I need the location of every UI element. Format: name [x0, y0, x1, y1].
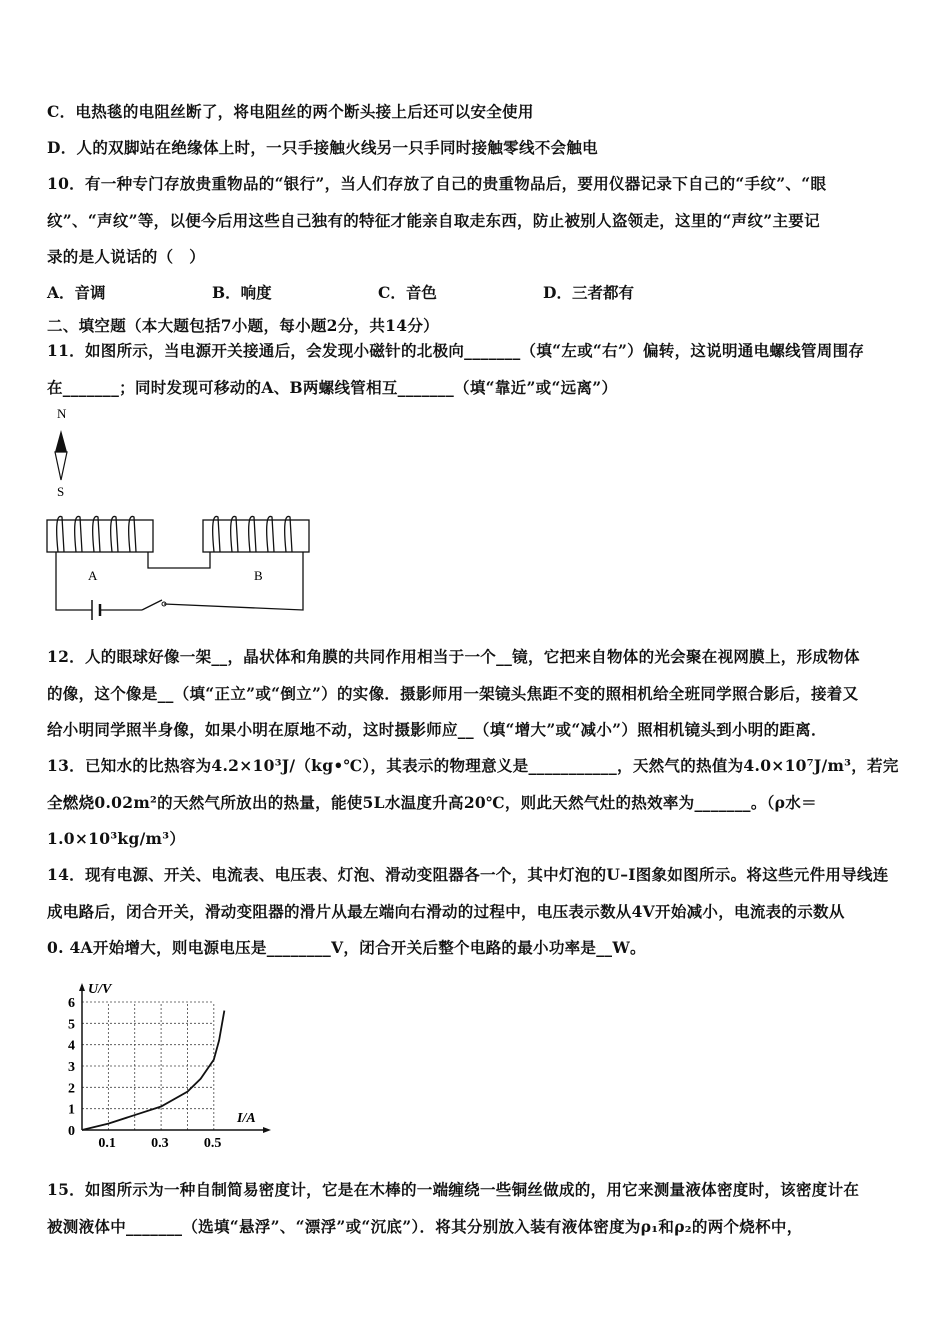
question-12-line-3: 给小明同学照半身像，如果小明在原地不动，这时摄影师应__（填“增大”或“减小”）照相机镜头到小明的距离．	[47, 720, 827, 739]
compass-needle-north	[55, 430, 67, 452]
question-13-line-3: 1.0×10³kg/m³）	[47, 829, 186, 848]
y-tick-label: 0	[68, 1124, 75, 1139]
y-tick-label: 6	[68, 996, 75, 1011]
option-c: C．音色	[378, 283, 437, 302]
section-heading: 二、填空题（本大题包括7小题，每小题2分，共14分）	[47, 316, 439, 335]
option-c-line: C．电热毯的电阻丝断了，将电阻丝的两个断头接上后还可以安全使用	[47, 102, 534, 121]
solenoid-a	[47, 516, 153, 552]
compass-s-label: S	[57, 484, 65, 499]
switch-blade	[142, 600, 162, 610]
question-13-line-2: 全燃烧0.02m²的天然气所放出的热量，能使5L水温度升高20℃，则此天然气灶的热效率为_______。（ρ水＝	[47, 793, 817, 812]
question-15-line-2: 被测液体中_______（选填“悬浮”、“漂浮”或“沉底”）．将其分别放入装有液体密度为ρ₁和ρ₂的两个烧杯中，	[47, 1217, 803, 1236]
option-a: A．音调	[47, 283, 106, 302]
x-tick-label: 0.3	[151, 1136, 169, 1150]
option-d-line: D．人的双脚站在绝缘体上时，一只手接触火线另一只手同时接触零线不会触电	[47, 138, 598, 157]
y-tick-label: 4	[68, 1038, 75, 1054]
label-a: A	[88, 568, 98, 583]
question-10-line-1: 10．有一种专门存放贵重物品的“银行”，当人们存放了自己的贵重物品后，要用仪器记录下自己的“手纹”、“眼	[47, 174, 827, 193]
label-b: B	[254, 568, 263, 583]
x-axis-arrow	[263, 1127, 271, 1133]
question-14-line-3: 0. 4A开始增大，则电源电压是________V，闭合开关后整个电路的最小功率是__W。	[47, 938, 646, 957]
solenoid-b	[203, 516, 309, 552]
question-10-line-2: 纹”、“声纹”等，以便今后用这些自己独有的特征才能亲自取走东西，防止被别人盗领走，这里的“声纹”主要记	[47, 211, 820, 230]
compass-needle-south	[55, 452, 67, 480]
lamp-ui-curve	[82, 1011, 224, 1130]
question-11-line-2: 在_______；同时发现可移动的A、B两螺线管相互_______（填“靠近”或“远离”）	[47, 378, 618, 397]
y-tick-label: 1	[68, 1102, 75, 1118]
x-tick-label: 0.5	[203, 1136, 222, 1150]
question-13-line-1: 13．已知水的比热容为4.2×10³J/（kg•℃），其表示的物理意义是___________，天然气的热值为4.0×10⁷J/m³，若完	[47, 756, 899, 775]
question-10-line-3: 录的是人说话的（ ）	[47, 247, 206, 266]
x-tick-label: 0.1	[98, 1136, 116, 1150]
ui-chart	[50, 975, 280, 1150]
x-axis-label: I/A	[237, 1111, 256, 1126]
question-11-line-1: 11．如图所示，当电源开关接通后，会发现小磁针的北极向_______（填“左或“右”）偏转，这说明通电螺线管周围存	[47, 341, 865, 360]
question-15-line-1: 15．如图所示为一种自制简易密度计，它是在木棒的一端缠绕一些铜丝做成的，用它来测量液体密度时，该密度计在	[47, 1180, 860, 1199]
y-axis-label: U/V	[88, 982, 112, 997]
y-tick-label: 2	[68, 1081, 75, 1097]
connecting-wire	[148, 552, 210, 568]
question-14-line-2: 成电路后，闭合开关，滑动变阻器的滑片从最左端向右滑动的过程中，电压表示数从4V开始减小，电流表的示数从	[47, 902, 845, 921]
y-axis-arrow	[79, 983, 85, 991]
y-tick-label: 5	[68, 1017, 75, 1033]
question-12-line-1: 12．人的眼球好像一架__，晶状体和角膜的共同作用相当于一个__镜，它把来自物体的光会聚在视网膜上，形成物体	[47, 647, 860, 666]
question-12-line-2: 的像，这个像是__（填“正立”或“倒立”）的实像．摄影师用一架镜头焦距不变的照相机给全班同学照合影后，接着又	[47, 684, 859, 703]
option-d: D．三者都有	[543, 283, 634, 302]
solenoid-figure	[40, 400, 320, 620]
option-b: B．响度	[212, 283, 272, 302]
compass-n-label: N	[57, 406, 67, 421]
y-tick-label: 3	[68, 1060, 75, 1075]
question-14-line-1: 14．现有电源、开关、电流表、电压表、灯泡、滑动变阻器各一个，其中灯泡的U–I图象如图所示。将这些元件用导线连	[47, 865, 889, 884]
